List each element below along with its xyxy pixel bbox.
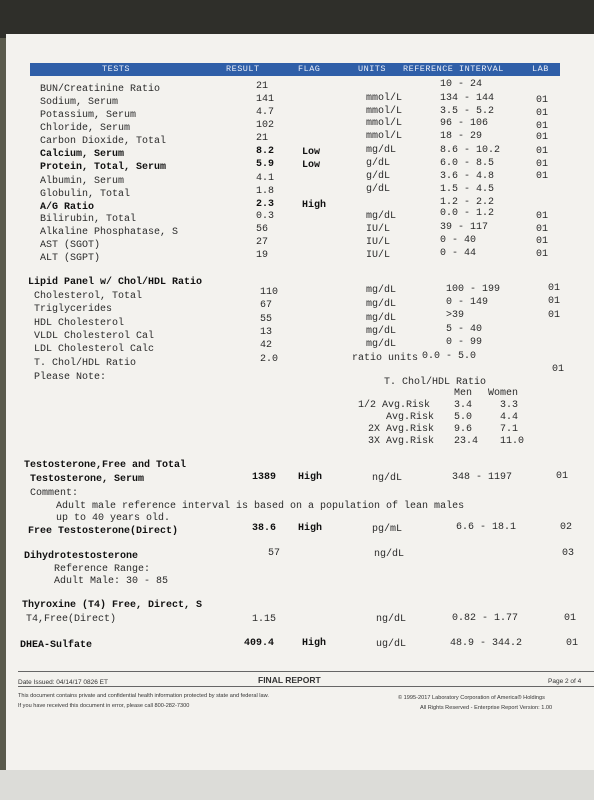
ratio-row-label: Avg.Risk: [386, 412, 435, 423]
row-result: 0.3: [256, 211, 275, 222]
lipid-row-units: mg/dL: [366, 313, 397, 324]
t4-lab: 01: [564, 613, 577, 624]
t4-ref: 0.82 - 1.77: [452, 613, 519, 624]
lipid-row-units: mg/dL: [366, 299, 397, 310]
row-test: Globulin, Total: [40, 189, 131, 200]
header-flag: FLAG: [298, 64, 321, 74]
lipid-row-units: mg/dL: [366, 326, 397, 337]
row-lab: 01: [536, 249, 549, 260]
free-testo-lab: 02: [560, 522, 573, 533]
row-test: ALT (SGPT): [40, 253, 101, 264]
row-ref: 18 - 29: [440, 131, 483, 142]
free-testo-test: Free Testosterone(Direct): [28, 526, 179, 537]
dht-units: ng/dL: [374, 549, 405, 560]
footer-conf-1: This document contains private and confidential health information protected by state and federal law.: [18, 693, 269, 699]
row-test: Calcium, Serum: [40, 149, 125, 160]
row-ref: 3.5 - 5.2: [440, 106, 495, 117]
lipid-row-test: Cholesterol, Total: [34, 291, 143, 302]
row-result: 2.3: [256, 199, 275, 210]
ratio-row-men: 23.4: [454, 436, 479, 447]
lipid-row-test: Triglycerides: [34, 304, 113, 315]
free-testo-result: 38.6: [252, 523, 277, 534]
row-test: Chloride, Serum: [40, 123, 131, 134]
lipid-row-lab: 01: [548, 310, 561, 321]
row-ref: 39 - 117: [440, 222, 489, 233]
dht-range-label: Reference Range:: [54, 564, 151, 575]
dhea-result: 409.4: [244, 638, 275, 649]
row-test: Carbon Dioxide, Total: [40, 136, 167, 147]
lipid-row-lab: 01: [548, 296, 561, 307]
footer-rule-top: [18, 671, 594, 672]
note-label: Please Note:: [34, 372, 107, 383]
ratio-row-men: 3.4: [454, 400, 473, 411]
row-result: 21: [256, 81, 269, 92]
header-lab: LAB: [532, 64, 549, 74]
footer-page: Page 2 of 4: [548, 678, 582, 685]
ratio-row-label: 3X Avg.Risk: [368, 436, 435, 447]
header-tests: TESTS: [102, 64, 131, 74]
lipid-row-result: 55: [260, 314, 273, 325]
ratio-head-men: Men: [454, 388, 473, 399]
lipid-row-test: LDL Cholesterol Calc: [34, 344, 155, 355]
ratio-head-women: Women: [488, 388, 519, 399]
lipid-row-lab: 01: [548, 283, 561, 294]
lipid-row-test: HDL Cholesterol: [34, 318, 125, 329]
dht-result: 57: [268, 548, 281, 559]
row-result: 19: [256, 250, 269, 261]
testo-lab: 01: [556, 471, 569, 482]
free-testo-units: pg/mL: [372, 524, 403, 535]
testo-test: Testosterone, Serum: [30, 474, 145, 485]
lipid-row-result: 13: [260, 327, 273, 338]
row-result: 102: [256, 120, 275, 131]
row-result: 1.8: [256, 186, 275, 197]
row-test: Protein, Total, Serum: [40, 162, 167, 173]
header-result: RESULT: [226, 64, 260, 74]
row-units: mg/dL: [366, 145, 397, 156]
dht-lab: 03: [562, 548, 575, 559]
comment-label: Comment:: [30, 488, 79, 499]
footer-rule-bottom: [18, 686, 594, 687]
lipid-row-result: 2.0: [260, 354, 279, 365]
dht-range-value: Adult Male: 30 - 85: [54, 576, 169, 587]
row-test: Bilirubin, Total: [40, 214, 137, 225]
note-lab: 01: [552, 364, 565, 375]
row-flag: High: [302, 200, 327, 211]
row-units: IU/L: [366, 237, 391, 248]
lipid-row-units: ratio units: [352, 353, 419, 364]
header-reference: REFERENCE INTERVAL: [403, 64, 504, 74]
row-result: 56: [256, 224, 269, 235]
lipid-row-ref: >39: [446, 310, 465, 321]
lipid-row-result: 110: [260, 287, 279, 298]
row-test: BUN/Creatinine Ratio: [40, 84, 161, 95]
row-result: 5.9: [256, 159, 275, 170]
row-test: Sodium, Serum: [40, 97, 119, 108]
row-ref: 134 - 144: [440, 93, 495, 104]
t4-result: 1.15: [252, 614, 277, 625]
row-lab: 01: [536, 95, 549, 106]
footer-conf-2: If you have received this document in error, please call 800-282-7300: [18, 703, 190, 709]
ratio-row-men: 5.0: [454, 412, 473, 423]
dht-test: Dihydrotestosterone: [24, 551, 139, 562]
dhea-test: DHEA-Sulfate: [20, 640, 93, 651]
testo-title: Testosterone,Free and Total: [24, 460, 187, 471]
testo-flag: High: [298, 472, 323, 483]
ratio-row-women: 11.0: [500, 436, 525, 447]
row-lab: 01: [536, 108, 549, 119]
row-units: mmol/L: [366, 93, 403, 104]
comment-line-2: up to 40 years old.: [56, 513, 171, 524]
table-header: [30, 63, 560, 76]
row-units: mmol/L: [366, 118, 403, 129]
row-ref: 10 - 24: [440, 79, 483, 90]
background-top: [0, 0, 594, 38]
lipid-row-ref: 0.0 - 5.0: [422, 351, 477, 362]
footer-date: Date Issued: 04/14/17 0826 ET: [18, 679, 108, 686]
lipid-row-test: T. Chol/HDL Ratio: [34, 358, 137, 369]
row-units: IU/L: [366, 224, 391, 235]
row-test: Alkaline Phosphatase, S: [40, 227, 179, 238]
row-ref: 0 - 44: [440, 248, 477, 259]
dhea-flag: High: [302, 638, 327, 649]
row-ref: 1.5 - 4.5: [440, 184, 495, 195]
row-ref: 0.0 - 1.2: [440, 208, 495, 219]
row-lab: 01: [536, 159, 549, 170]
testo-units: ng/dL: [372, 473, 403, 484]
ratio-row-label: 1/2 Avg.Risk: [358, 400, 431, 411]
ratio-title: T. Chol/HDL Ratio: [384, 377, 487, 388]
t4-units: ng/dL: [376, 614, 407, 625]
row-lab: 01: [536, 132, 549, 143]
row-units: g/dL: [366, 184, 391, 195]
dhea-units: ug/dL: [376, 639, 407, 650]
row-test: Albumin, Serum: [40, 176, 125, 187]
lipid-row-ref: 0 - 149: [446, 297, 489, 308]
row-ref: 0 - 40: [440, 235, 477, 246]
ratio-row-label: 2X Avg.Risk: [368, 424, 435, 435]
lipid-row-units: mg/dL: [366, 285, 397, 296]
row-units: mmol/L: [366, 131, 403, 142]
testo-ref: 348 - 1197: [452, 472, 513, 483]
footer-copy-1: © 1995-2017 Laboratory Corporation of America® Holdings: [398, 695, 545, 701]
ratio-row-women: 7.1: [500, 424, 519, 435]
row-ref: 96 - 106: [440, 118, 489, 129]
row-units: mg/dL: [366, 211, 397, 222]
row-lab: 01: [536, 121, 549, 132]
lipid-row-result: 67: [260, 300, 273, 311]
lipid-title: Lipid Panel w/ Chol/HDL Ratio: [28, 277, 203, 288]
row-lab: 01: [536, 211, 549, 222]
row-result: 4.1: [256, 173, 275, 184]
dhea-ref: 48.9 - 344.2: [450, 638, 523, 649]
row-flag: Low: [302, 160, 321, 171]
lipid-row-ref: 5 - 40: [446, 324, 483, 335]
footer-copy-2: All Rights Reserved - Enterprise Report Version: 1.00: [420, 705, 553, 711]
row-lab: 01: [536, 224, 549, 235]
lipid-row-units: mg/dL: [366, 339, 397, 350]
comment-line-1: Adult male reference interval is based on a population of lean males: [56, 501, 465, 512]
row-result: 8.2: [256, 146, 275, 157]
row-units: g/dL: [366, 158, 391, 169]
lipid-row-test: VLDL Cholesterol Cal: [34, 331, 155, 342]
row-units: mmol/L: [366, 106, 403, 117]
row-result: 21: [256, 133, 269, 144]
row-units: IU/L: [366, 250, 391, 261]
lipid-row-ref: 0 - 99: [446, 337, 483, 348]
free-testo-flag: High: [298, 523, 323, 534]
ratio-row-men: 9.6: [454, 424, 473, 435]
header-units: UNITS: [358, 64, 387, 74]
row-test: AST (SGOT): [40, 240, 101, 251]
row-result: 4.7: [256, 107, 275, 118]
row-ref: 3.6 - 4.8: [440, 171, 495, 182]
ratio-row-women: 3.3: [500, 400, 519, 411]
testo-result: 1389: [252, 472, 277, 483]
row-flag: Low: [302, 147, 321, 158]
row-lab: 01: [536, 171, 549, 182]
row-result: 141: [256, 94, 275, 105]
row-result: 27: [256, 237, 269, 248]
row-test: A/G Ratio: [40, 202, 95, 213]
row-lab: 01: [536, 146, 549, 157]
background-bottom: [0, 770, 594, 800]
footer-final: FINAL REPORT: [258, 675, 321, 685]
row-lab: 01: [536, 236, 549, 247]
row-units: g/dL: [366, 171, 391, 182]
row-ref: 8.6 - 10.2: [440, 145, 501, 156]
t4-title: Thyroxine (T4) Free, Direct, S: [22, 600, 203, 611]
lipid-row-ref: 100 - 199: [446, 284, 501, 295]
row-ref: 1.2 - 2.2: [440, 197, 495, 208]
t4-test: T4,Free(Direct): [26, 614, 117, 625]
row-test: Potassium, Serum: [40, 110, 137, 121]
lipid-row-result: 42: [260, 340, 273, 351]
free-testo-ref: 6.6 - 18.1: [456, 522, 517, 533]
ratio-row-women: 4.4: [500, 412, 519, 423]
row-ref: 6.0 - 8.5: [440, 158, 495, 169]
dhea-lab: 01: [566, 638, 579, 649]
